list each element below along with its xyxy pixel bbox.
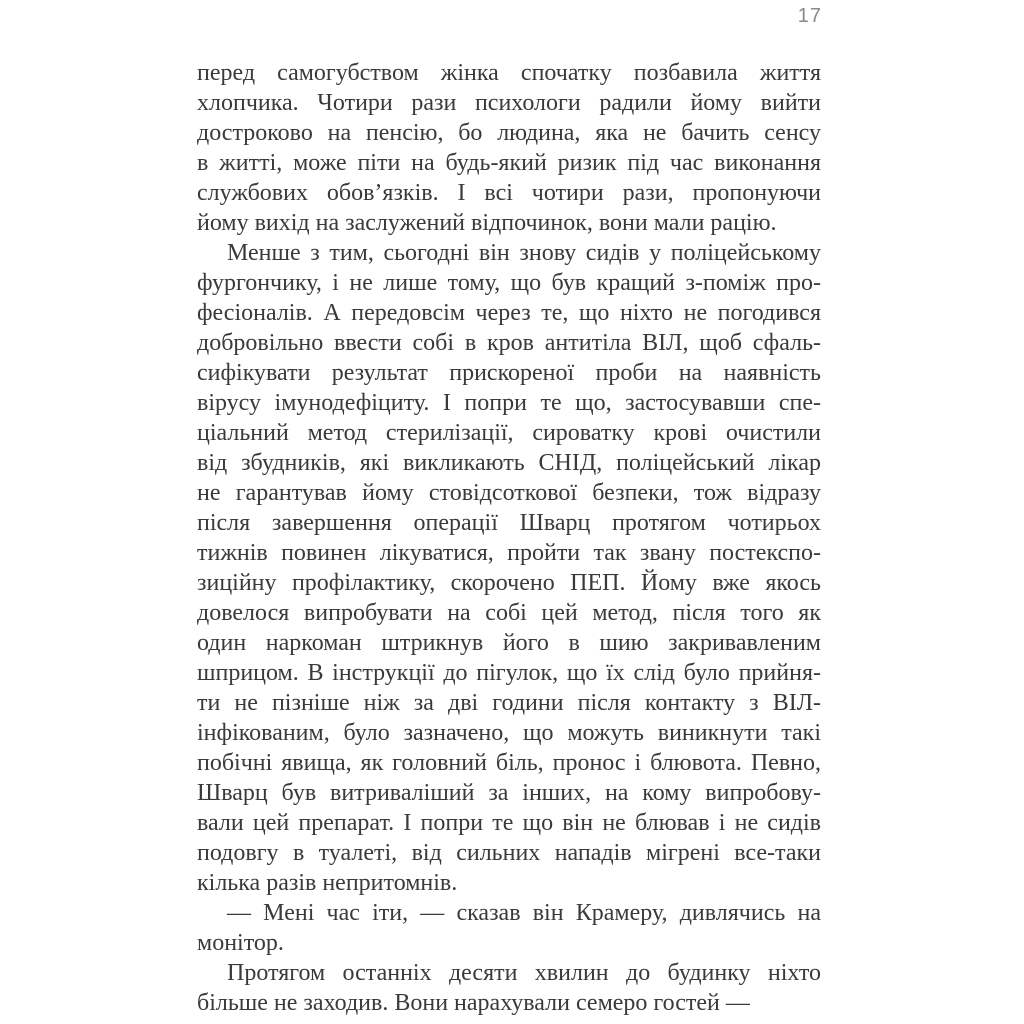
text-line: подовгу в туалеті, від сильних нападів мігрені все-таки: [197, 840, 821, 866]
text-line: фургончику, і не лише тому, що був кращий з-поміж про-: [197, 270, 821, 296]
text-line: тижнів повинен лікуватися, пройти так звану постекспо-: [197, 540, 821, 566]
text-line: монітор.: [197, 930, 284, 956]
text-line: достроково на пенсію, бо людина, яка не бачить сенсу: [197, 120, 821, 146]
text-line: шприцом. В інструкції до пігулок, що їх слід було прийня-: [197, 660, 821, 686]
text-line: від збудників, які викликають СНІД, поліцейський лікар: [197, 450, 821, 476]
text-line: — Мені час іти, — сказав він Крамеру, дивлячись на: [227, 900, 821, 926]
text-line: більше не заходив. Вони нарахували семеро гостей —: [197, 990, 750, 1016]
text-line: зиційну профілактику, скорочено ПЕП. Йому вже якось: [197, 570, 821, 596]
text-line: Менше з тим, сьогодні він знову сидів у поліцейському: [227, 240, 821, 266]
text-line: не гарантував йому стовідсоткової безпеки, тож відразу: [197, 480, 821, 506]
page-header: [197, 5, 822, 28]
text-line: в житті, може піти на будь-який ризик під час виконання: [197, 150, 821, 176]
text-line: хлопчика. Чотири рази психологи радили йому вийти: [197, 90, 821, 116]
text-line: Шварц був витриваліший за інших, на кому випробову-: [197, 780, 821, 806]
page-number: 17: [797, 5, 822, 27]
text-line: побічні явища, як головний біль, пронос і блювота. Певно,: [197, 750, 821, 776]
text-line: фесіоналів. А передовсім через те, що ніхто не погодився: [197, 300, 821, 326]
body-text: [197, 58, 821, 1018]
text-line: довелося випробувати на собі цей метод, після того як: [197, 600, 821, 626]
text-line: службових обов’язків. І всі чотири рази, пропонуючи: [197, 180, 821, 206]
text-line: йому вихід на заслужений відпочинок, вони мали рацію.: [197, 210, 777, 236]
text-line: один наркоман штрикнув його в шию закривавленим: [197, 630, 821, 656]
text-line: вірусу імунодефіциту. І попри те що, застосувавши спе-: [197, 390, 821, 416]
text-line: ціальний метод стерилізації, сироватку крові очистили: [197, 420, 821, 446]
text-line: кілька разів непритомнів.: [197, 870, 458, 896]
text-line: добровільно ввести собі в кров антитіла ВІЛ, щоб сфаль-: [197, 330, 821, 356]
text-line: Протягом останніх десяти хвилин до будинку ніхто: [227, 960, 821, 986]
text-line: інфікованим, було зазначено, що можуть виникнути такі: [197, 720, 821, 746]
text-line: вали цей препарат. І попри те що він не блював і не сидів: [197, 810, 821, 836]
text-line: сифікувати результат прискореної проби на наявність: [197, 360, 821, 386]
text-line: перед самогубством жінка спочатку позбавила життя: [197, 60, 821, 86]
text-line: після завершення операції Шварц протягом чотирьох: [197, 510, 821, 536]
text-line: ти не пізніше ніж за дві години після контакту з ВІЛ-: [197, 690, 821, 716]
